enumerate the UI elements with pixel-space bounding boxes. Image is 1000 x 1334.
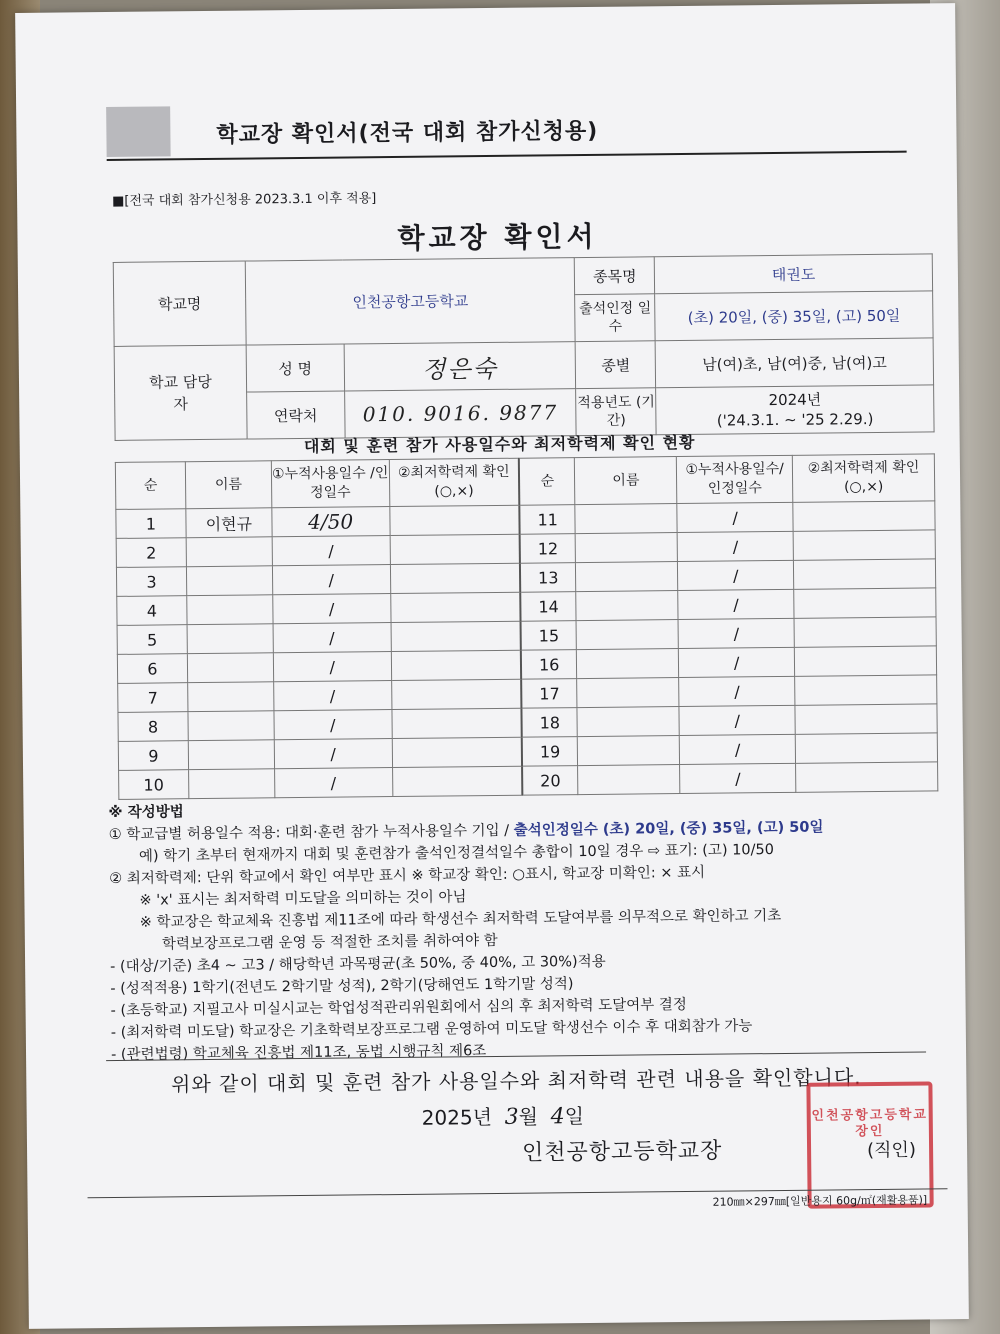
school-value: 인천공항고등학교 [245, 258, 575, 345]
student-name-right [578, 765, 680, 795]
row-number-left: 1 [116, 509, 186, 539]
days-used-left: / [273, 652, 391, 682]
days-used-right: / [679, 647, 795, 677]
days-used-right: / [680, 763, 796, 793]
seal-text: 인천공항고등학교장인 [811, 1107, 929, 1140]
row-number-left: 8 [118, 712, 188, 742]
academic-check-left [392, 708, 522, 738]
col-name-right: 이름 [575, 457, 677, 505]
manager-label: 학교 담당자 [114, 345, 247, 440]
row-number-right: 18 [521, 708, 577, 738]
days-used-right: / [679, 676, 795, 706]
student-name-right [577, 649, 679, 679]
student-name-left [187, 624, 273, 654]
name-label: 성 명 [246, 344, 344, 392]
confirmation-statement: 위와 같이 대회 및 훈련 참가 사용일수와 최저학력 관련 내용을 확인합니다. [106, 1051, 926, 1098]
date-month: 3 [504, 1104, 519, 1130]
days-used-right: / [679, 705, 795, 735]
days-used-left: 4/50 [272, 507, 390, 537]
days-used-right: / [677, 531, 793, 561]
paper-spec: 210㎜×297㎜[일반용지 60g/㎡(재활용품)] [712, 1193, 928, 1209]
form-header [106, 99, 907, 161]
student-name-right [578, 736, 680, 766]
academic-check-left [390, 534, 520, 564]
academic-check-right [795, 704, 937, 734]
academic-check-left [390, 592, 520, 622]
academic-check-left [391, 679, 521, 709]
student-name-right [577, 678, 679, 708]
document-title: 학교장 확인서 [397, 219, 598, 255]
row-number-left: 2 [116, 538, 186, 568]
roster-table [115, 453, 938, 800]
academic-check-right [793, 501, 935, 531]
student-name-right [576, 591, 678, 621]
academic-check-right [794, 588, 936, 618]
academic-check-left [389, 505, 519, 535]
method-line-11: - (관련법령) 학교체육 진흥법 제11조, 동법 시행규칙 제6조 [110, 1043, 487, 1064]
date-month-unit: 월 [518, 1104, 539, 1129]
days-used-right: / [678, 560, 794, 590]
days-used-right: / [678, 589, 794, 619]
seal-mark: (직인) [866, 1139, 917, 1162]
student-name-left [186, 566, 272, 596]
academic-check-left [390, 563, 520, 593]
gender-value: 남(여)초, 남(여)중, 남(여)고 [655, 338, 933, 388]
student-name-right [576, 620, 678, 650]
row-number-right: 13 [520, 563, 576, 593]
contact-value: 010. 9016. 9877 [344, 389, 576, 438]
year-label: 적용년도 (기간) [576, 388, 656, 436]
academic-check-right [793, 530, 935, 560]
row-number-right: 11 [519, 505, 575, 535]
student-name-left [188, 740, 274, 770]
student-name-left [188, 711, 274, 741]
method-line-7: - (대상/기준) 초4 ~ 고3 / 해당학년 과목평균(초 50%, 중 40%, 고 30%)적용 [110, 953, 606, 976]
academic-check-right [795, 675, 937, 705]
academic-check-right [794, 559, 936, 589]
student-name-left [187, 653, 273, 683]
col-days-right: ①누적사용일수/ 인정일수 [677, 455, 793, 503]
instructions [108, 793, 951, 1066]
student-name-right [576, 562, 678, 592]
school-label: 학교명 [113, 261, 246, 346]
principal-title: 인천공항고등학교장 [521, 1138, 723, 1166]
academic-check-left [391, 621, 521, 651]
row-number-left: 6 [117, 654, 187, 684]
days-used-left: / [272, 565, 390, 595]
student-name-left [188, 769, 274, 799]
method-line-5: ※ 학교장은 학교체육 진흥법 제11조에 따라 학생선수 최저학력 도달여부를 의무적으로 확인하고 기초 [139, 907, 782, 931]
method-line-9: - (초등학교) 지필고사 미실시교는 학업성적관리위원회에서 심의 후 최저학력 도달여부 결정 [110, 996, 687, 1020]
status-subtitle: 대회 및 훈련 참가 사용일수와 최저학력제 확인 현황 [303, 432, 696, 456]
method-line-8: - (성적적용) 1학기(전년도 2학기말 성적), 2학기(당해연도 1학기말 성적) [110, 976, 574, 998]
row-number-right: 19 [522, 737, 578, 767]
row-number-right: 12 [520, 534, 576, 564]
col-no-right: 순 [519, 458, 575, 506]
academic-check-right [795, 733, 937, 763]
days-used-right: / [677, 502, 793, 532]
days-used-left: / [273, 623, 391, 653]
header-gray-block [106, 106, 171, 157]
row-number-left: 5 [117, 625, 187, 655]
days-used-left: / [274, 710, 392, 740]
gender-label: 종별 [576, 341, 656, 389]
days-used-left: / [274, 739, 392, 769]
col-no: 순 [115, 462, 185, 510]
sport-value: 태권도 [655, 254, 933, 294]
attend-value: (초) 20일, (중) 35일, (고) 50일 [655, 291, 933, 341]
academic-check-left [391, 650, 521, 680]
academic-check-left [392, 737, 522, 767]
issue-date [422, 1100, 585, 1131]
col-name: 이름 [185, 461, 271, 509]
academic-check-right [796, 762, 938, 792]
row-number-left: 9 [118, 741, 188, 771]
sport-label: 종목명 [575, 257, 655, 295]
method-line-1b: 출석인정일수 (초) 20일, (중) 35일, (고) 50일 [513, 819, 824, 839]
roster-header-row [115, 454, 934, 510]
contact-label: 연락처 [247, 391, 345, 439]
applicability-note: ■[전국 대회 참가신청용 2023.3.1 이후 적용] [112, 191, 377, 209]
row-number-right: 20 [522, 766, 578, 796]
col-check-right: ②최저학력제 확인(○,×) [792, 454, 934, 502]
row-number-left: 10 [119, 770, 189, 800]
method-line-1a: ① 학교급별 허용일수 적용: 대회·훈련 참가 누적사용일수 기입 / [108, 822, 514, 844]
days-used-left: / [273, 681, 391, 711]
date-day: 4 [550, 1104, 565, 1130]
method-line-3: ② 최저학력제: 단위 학교에서 확인 여부만 표시 ※ 학교장 확인: ○표시, 학교장 미확인: × 표시 [109, 864, 706, 888]
col-days: ①누적사용일수 /인정일수 [271, 460, 389, 508]
student-name-right [576, 533, 678, 563]
date-year: 2025년 [421, 1105, 493, 1130]
student-name-left [187, 595, 273, 625]
academic-check-right [794, 617, 936, 647]
document-page [15, 3, 969, 1329]
days-used-right: / [680, 734, 796, 764]
date-day-unit: 일 [564, 1104, 585, 1129]
attend-label: 출석인정 일수 [575, 294, 655, 342]
year-period: ('24.3.1. ~ '25 2.29.) [716, 409, 874, 430]
year-value: 2024년 [768, 390, 822, 410]
days-used-left: / [273, 594, 391, 624]
days-used-left: / [272, 536, 390, 566]
days-used-right: / [678, 618, 794, 648]
row-number-right: 14 [520, 592, 576, 622]
method-line-2: 예) 학기 초부터 현재까지 대회 및 훈련참가 출석인정결석일수 총합이 10일 경우 ⇨ 표기: (고) 10/50 [138, 842, 775, 865]
row-number-left: 3 [116, 567, 186, 597]
col-check: ②최저학력제 확인(○,×) [389, 458, 519, 506]
student-name-left: 이현규 [186, 508, 272, 538]
row-number-right: 17 [521, 679, 577, 709]
method-line-10: - (최저학력 미도달) 학교장은 기초학력보장프로그램 운영하여 미도달 학생선수 이수 후 대회참가 가능 [110, 1018, 753, 1042]
academic-check-right [794, 646, 936, 676]
student-name-right [577, 707, 679, 737]
academic-check-left [392, 766, 522, 796]
days-used-left: / [274, 768, 392, 798]
info-table [113, 253, 935, 441]
method-line-6: 학력보장프로그램 운영 등 적절한 조치를 취하여야 함 [161, 932, 498, 953]
method-heading: ※ 작성방법 [108, 804, 184, 822]
student-name-left [186, 537, 272, 567]
form-header-title: 학교장 확인서(전국 대회 참가신청용) [216, 118, 599, 148]
name-value: 정은숙 [344, 342, 576, 391]
row-number-right: 15 [521, 621, 577, 651]
row-number-left: 7 [118, 683, 188, 713]
student-name-left [188, 682, 274, 712]
method-line-4: ※ 'x' 표시는 최저학력 미도달을 의미하는 것이 아님 [139, 889, 467, 909]
student-name-right [575, 504, 677, 534]
row-number-right: 16 [521, 650, 577, 680]
row-number-left: 4 [117, 596, 187, 626]
